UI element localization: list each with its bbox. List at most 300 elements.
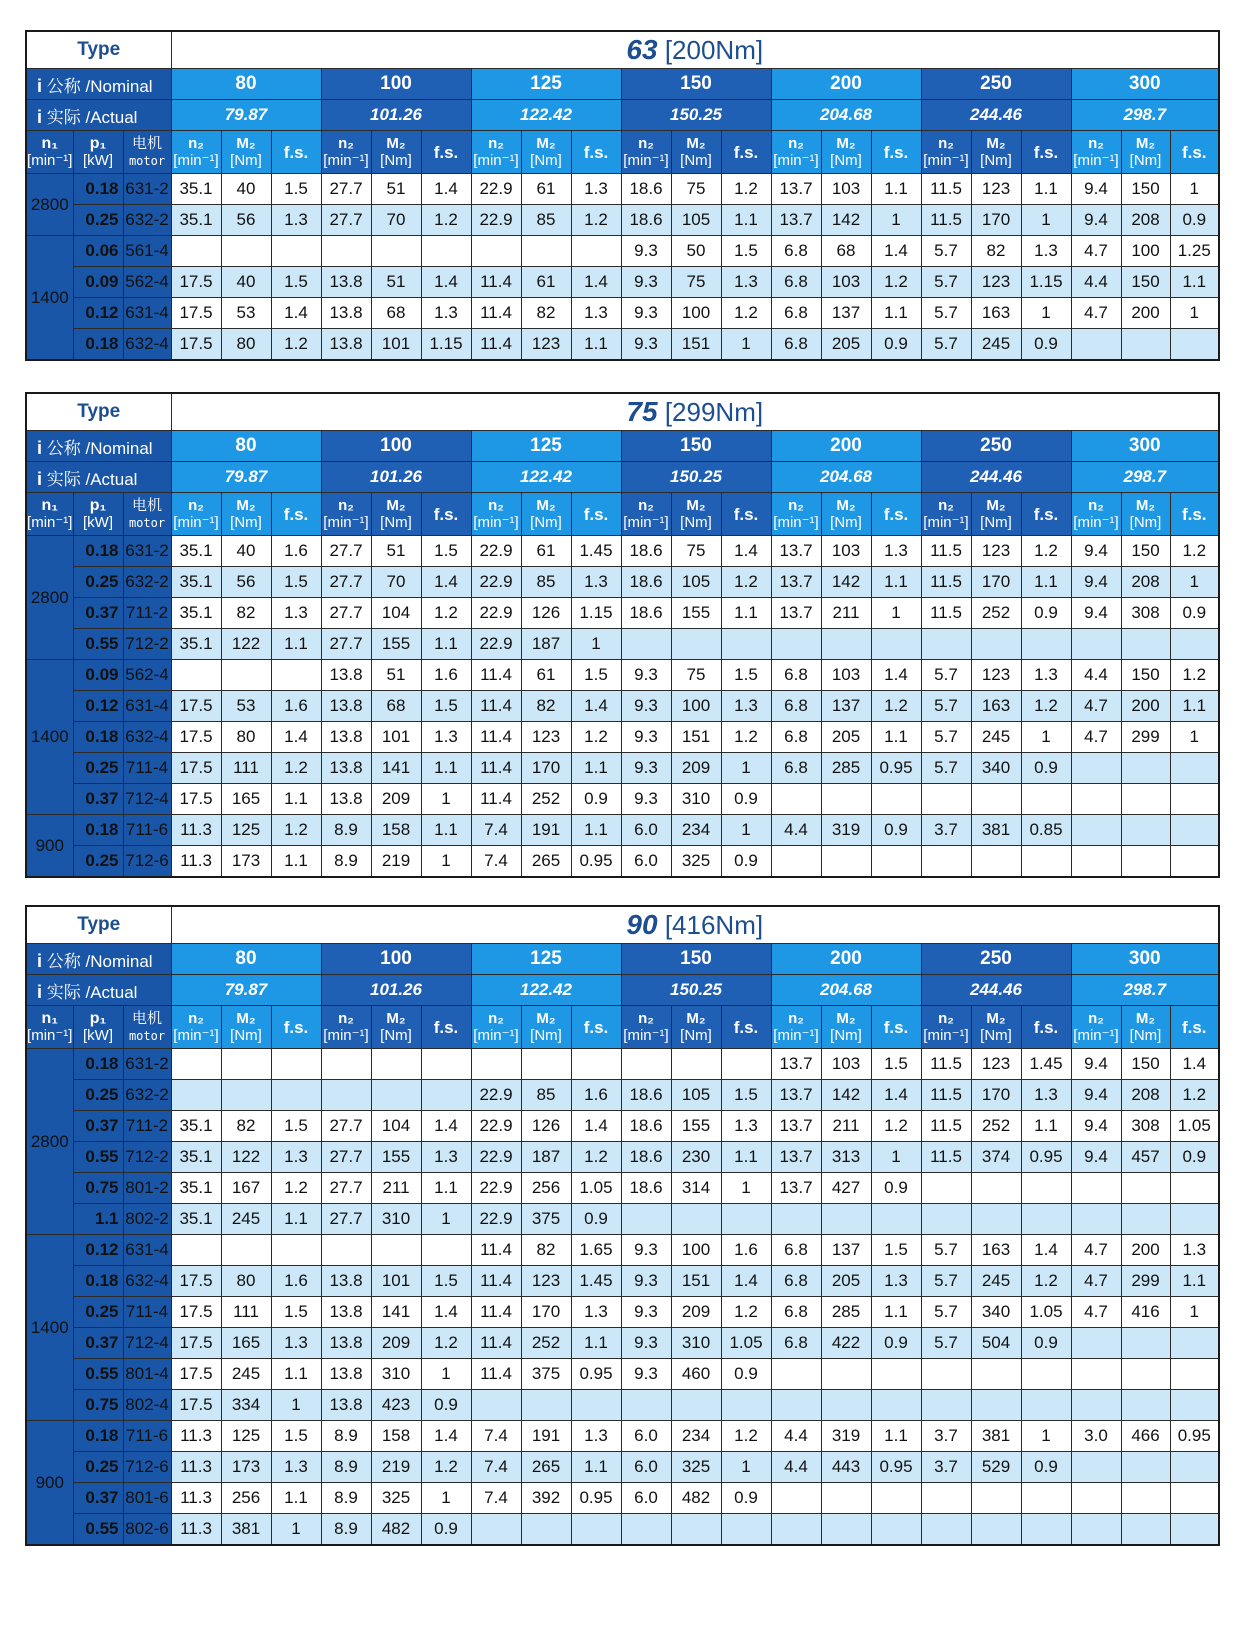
n2-value: 4.7	[1071, 1235, 1121, 1266]
m2-value: 208	[1121, 567, 1170, 598]
motor-code	[123, 753, 171, 784]
fs-value: 1.5	[271, 267, 321, 298]
n2-symbol: n₂	[938, 135, 954, 152]
n2-header	[321, 1006, 371, 1049]
nominal-ratio-value: 80	[235, 435, 257, 456]
fs-value	[871, 629, 921, 660]
n2-unit: [min⁻¹]	[473, 152, 519, 169]
fs-value: 1.1	[721, 1142, 771, 1173]
m2-value: 245	[971, 722, 1021, 753]
n2-value: 11.3	[171, 1514, 221, 1546]
m2-value: 50	[671, 236, 721, 267]
n2-value: 5.7	[921, 1297, 971, 1328]
n2-value: 11.5	[921, 205, 971, 236]
fs-value: 1.5	[271, 1297, 321, 1328]
m2-value: 85	[521, 205, 571, 236]
n2-value: 17.5	[171, 753, 221, 784]
fs-value: 1.3	[1021, 236, 1071, 267]
n2-value: 6.0	[621, 1483, 671, 1514]
n2-value	[1071, 329, 1121, 361]
nominal-ratio	[171, 944, 321, 975]
n2-value: 22.9	[471, 567, 521, 598]
m2-header	[1121, 1006, 1170, 1049]
table-row	[26, 722, 1219, 753]
n1-header	[26, 131, 73, 174]
n2-value: 18.6	[621, 205, 671, 236]
n2-value	[1071, 1483, 1121, 1514]
m2-value: 392	[521, 1483, 571, 1514]
m2-value	[1121, 1328, 1170, 1359]
n2-value: 17.5	[171, 329, 221, 361]
n2-value: 11.4	[471, 1297, 521, 1328]
motor-value: 632-2	[125, 572, 169, 591]
n2-header	[471, 131, 521, 174]
n1-value: 1400	[30, 287, 69, 307]
nominal-label	[26, 69, 171, 100]
i-symbol: i	[37, 950, 43, 971]
m2-value: 82	[221, 598, 271, 629]
fs-value	[1170, 846, 1219, 878]
fs-value: 1.3	[571, 1421, 621, 1452]
motor-value: 711-2	[125, 603, 169, 622]
fs-header	[1021, 493, 1071, 536]
m2-symbol: M₂	[1135, 135, 1156, 152]
n2-header	[171, 1006, 221, 1049]
nominal-ratio	[1071, 944, 1219, 975]
fs-value: 0.9	[1021, 1328, 1071, 1359]
n2-value: 13.7	[771, 1142, 821, 1173]
actual-ratio-value: 204.68	[820, 467, 872, 486]
motor-code	[123, 236, 171, 267]
n2-value: 6.8	[771, 1328, 821, 1359]
table-row	[26, 753, 1219, 784]
p1-power	[73, 567, 123, 598]
n2-value: 35.1	[171, 536, 221, 567]
n2-value: 13.7	[771, 536, 821, 567]
table-row	[26, 1111, 1219, 1142]
fs-value: 1.3	[721, 1111, 771, 1142]
m2-value	[971, 629, 1021, 660]
actual-ratio	[321, 462, 471, 493]
n2-value: 13.8	[321, 329, 371, 361]
nominal-ratio	[621, 69, 771, 100]
fs-value: 1.1	[421, 629, 471, 660]
actual-ratio	[321, 100, 471, 131]
m2-value: 325	[371, 1483, 421, 1514]
p1-value: 0.75	[85, 1178, 119, 1197]
motor-header	[123, 1006, 171, 1049]
n2-value: 11.4	[471, 784, 521, 815]
fs-value: 1.2	[1021, 1266, 1071, 1297]
n2-header	[171, 131, 221, 174]
n2-value: 18.6	[621, 1111, 671, 1142]
fs-value	[1021, 629, 1071, 660]
n2-value	[771, 784, 821, 815]
fs-value: 1.3	[421, 1142, 471, 1173]
p1-value: 0.37	[85, 603, 119, 622]
fs-symbol: f.s.	[733, 142, 759, 162]
n2-header	[1071, 131, 1121, 174]
nominal-ratio	[321, 431, 471, 462]
m2-value: 245	[221, 1359, 271, 1390]
p1-power	[73, 598, 123, 629]
n2-symbol: n₂	[938, 1010, 954, 1027]
m2-value: 375	[521, 1204, 571, 1235]
fs-value: 1.6	[271, 536, 321, 567]
m2-value: 75	[671, 174, 721, 205]
nominal-ratio	[321, 944, 471, 975]
n2-value: 8.9	[321, 846, 371, 878]
motor-value: 711-4	[125, 758, 169, 777]
fs-header	[271, 131, 321, 174]
fs-value: 0.9	[1170, 205, 1219, 236]
nominal-ratio	[771, 944, 921, 975]
n2-value	[621, 1390, 671, 1421]
n2-value: 6.8	[771, 660, 821, 691]
actual-ratio-value: 244.46	[970, 467, 1022, 486]
fs-value: 0.9	[1021, 329, 1071, 361]
fs-value: 0.9	[421, 1390, 471, 1421]
n1-speed	[26, 174, 73, 236]
n2-value: 9.3	[621, 1328, 671, 1359]
fs-value: 0.95	[571, 1483, 621, 1514]
m2-value	[1121, 815, 1170, 846]
fs-value: 1.3	[271, 1328, 321, 1359]
m2-value: 482	[671, 1483, 721, 1514]
fs-value	[721, 1204, 771, 1235]
p1-value: 0.25	[85, 1457, 119, 1476]
n2-value	[921, 1514, 971, 1546]
m2-value: 51	[371, 536, 421, 567]
m2-value: 101	[371, 1266, 421, 1297]
m2-value: 209	[371, 1328, 421, 1359]
n2-value: 22.9	[471, 598, 521, 629]
fs-value: 1.2	[871, 267, 921, 298]
m2-header	[971, 1006, 1021, 1049]
n2-symbol: n₂	[1088, 1010, 1104, 1027]
fs-value: 1.5	[421, 1266, 471, 1297]
n1-value: 2800	[30, 194, 69, 214]
p1-power	[73, 753, 123, 784]
p1-power	[73, 1390, 123, 1421]
actual-ratio	[621, 462, 771, 493]
motor-code	[123, 1142, 171, 1173]
nominal-ratio	[471, 944, 621, 975]
fs-value	[871, 1514, 921, 1546]
fs-value	[871, 1359, 921, 1390]
m2-value: 150	[1121, 267, 1170, 298]
n2-unit: [min⁻¹]	[473, 514, 519, 531]
m2-value: 381	[971, 1421, 1021, 1452]
fs-value: 1.1	[571, 1452, 621, 1483]
n2-value	[771, 1390, 821, 1421]
m2-value: 123	[521, 722, 571, 753]
table-row	[26, 629, 1219, 660]
m2-value	[671, 629, 721, 660]
n2-value: 22.9	[471, 536, 521, 567]
n2-value: 4.4	[771, 815, 821, 846]
fs-value: 1.15	[571, 598, 621, 629]
motor-code	[123, 298, 171, 329]
m2-value: 173	[221, 846, 271, 878]
motor-value: 631-2	[125, 179, 169, 198]
p1-symbol: p₁	[89, 135, 107, 152]
m2-symbol: M₂	[686, 135, 706, 152]
fs-header	[721, 131, 771, 174]
fs-value: 1.2	[871, 1111, 921, 1142]
fs-value: 1.3	[571, 1297, 621, 1328]
motor-code	[123, 846, 171, 878]
n2-value: 18.6	[621, 1142, 671, 1173]
nominal-en: /Nominal	[85, 438, 153, 458]
m2-symbol: M₂	[986, 497, 1006, 514]
nominal-ratio-value: 125	[530, 73, 562, 94]
fs-symbol: f.s.	[433, 1017, 459, 1037]
n2-value	[471, 1390, 521, 1421]
fs-value: 1	[1021, 722, 1071, 753]
fs-value: 1.3	[721, 267, 771, 298]
table-row	[26, 660, 1219, 691]
m2-value: 150	[1121, 1049, 1170, 1080]
m2-value: 150	[1121, 660, 1170, 691]
p1-power	[73, 1359, 123, 1390]
m2-value	[671, 1204, 721, 1235]
fs-value: 1	[1170, 722, 1219, 753]
fs-value: 1	[1021, 1421, 1071, 1452]
m2-value: 125	[221, 815, 271, 846]
fs-value: 1	[1170, 567, 1219, 598]
p1-value: 0.12	[85, 303, 119, 322]
m2-symbol: M₂	[236, 1010, 256, 1027]
fs-value: 1.1	[571, 1328, 621, 1359]
motor-code	[123, 1111, 171, 1142]
m2-value: 319	[821, 1421, 871, 1452]
m2-symbol: M₂	[686, 1010, 706, 1027]
fs-value: 1.4	[871, 1080, 921, 1111]
n2-value: 9.4	[1071, 598, 1121, 629]
fs-header	[421, 493, 471, 536]
m2-value	[521, 1390, 571, 1421]
fs-value: 1.3	[721, 691, 771, 722]
m2-value: 308	[1121, 598, 1170, 629]
n2-value	[771, 1359, 821, 1390]
n2-value: 13.7	[771, 598, 821, 629]
n2-value: 5.7	[921, 660, 971, 691]
n2-symbol: n₂	[788, 1010, 804, 1027]
n2-value: 6.8	[771, 722, 821, 753]
n2-value: 6.8	[771, 329, 821, 361]
fs-value	[871, 1483, 921, 1514]
fs-value: 1.1	[1021, 174, 1071, 205]
n2-value: 6.8	[771, 1297, 821, 1328]
m2-value	[521, 1049, 571, 1080]
n2-value: 3.7	[921, 1452, 971, 1483]
n2-value	[1071, 753, 1121, 784]
n2-value: 6.8	[771, 1235, 821, 1266]
m2-value: 82	[971, 236, 1021, 267]
fs-value: 1	[1170, 298, 1219, 329]
fs-value: 1.5	[871, 1235, 921, 1266]
m2-value: 68	[371, 298, 421, 329]
m2-unit: [Nm]	[530, 152, 562, 169]
m2-value	[671, 1514, 721, 1546]
motor-code	[123, 1359, 171, 1390]
m2-header	[221, 493, 271, 536]
n2-value	[171, 1235, 221, 1266]
n2-value: 18.6	[621, 174, 671, 205]
m2-value: 155	[671, 598, 721, 629]
actual-ratio	[921, 100, 1071, 131]
actual-ratio	[1071, 100, 1219, 131]
table-row	[26, 598, 1219, 629]
fs-value	[721, 1049, 771, 1080]
m2-value: 158	[371, 815, 421, 846]
m2-value	[821, 784, 871, 815]
actual-label	[26, 975, 171, 1006]
type-number: 63	[626, 34, 658, 65]
n2-value: 17.5	[171, 722, 221, 753]
motor-code	[123, 1266, 171, 1297]
n2-value	[1071, 1204, 1121, 1235]
m2-value: 252	[971, 598, 1021, 629]
fs-value: 1	[271, 1390, 321, 1421]
n1-unit: [min⁻¹]	[27, 514, 73, 531]
n2-value: 4.7	[1071, 1266, 1121, 1297]
m2-value: 123	[971, 174, 1021, 205]
m2-value: 126	[521, 598, 571, 629]
fs-value	[421, 1080, 471, 1111]
nominal-ratio	[1071, 431, 1219, 462]
motor-value: 801-2	[125, 1178, 169, 1197]
m2-value: 142	[821, 567, 871, 598]
n2-value	[621, 1204, 671, 1235]
p1-value: 0.37	[85, 1488, 119, 1507]
m2-value: 61	[521, 660, 571, 691]
n2-value: 9.3	[621, 1359, 671, 1390]
n2-value: 7.4	[471, 1483, 521, 1514]
table-row	[26, 567, 1219, 598]
p1-power	[73, 1173, 123, 1204]
m2-value: 200	[1121, 298, 1170, 329]
n2-symbol: n₂	[488, 135, 504, 152]
m2-symbol: M₂	[386, 1010, 406, 1027]
m2-value: 219	[371, 1452, 421, 1483]
fs-value: 1.5	[271, 1421, 321, 1452]
gear-table-90	[25, 905, 1220, 1546]
fs-value: 1.1	[1021, 567, 1071, 598]
type-number: 75	[626, 396, 658, 427]
fs-value: 1.4	[571, 691, 621, 722]
m2-value: 101	[371, 722, 421, 753]
n2-value: 27.7	[321, 1204, 371, 1235]
n2-value: 22.9	[471, 205, 521, 236]
n2-value: 18.6	[621, 567, 671, 598]
fs-value	[571, 1514, 621, 1546]
p1-value: 0.12	[85, 696, 119, 715]
fs-value: 1.2	[721, 1421, 771, 1452]
n2-value: 11.5	[921, 1080, 971, 1111]
p1-power	[73, 1111, 123, 1142]
m2-value: 103	[821, 174, 871, 205]
fs-value: 1	[871, 598, 921, 629]
fs-value: 1.65	[571, 1235, 621, 1266]
m2-value: 308	[1121, 1111, 1170, 1142]
actual-ratio-row	[26, 100, 1219, 131]
p1-value: 1.1	[94, 1209, 119, 1228]
fs-value: 0.9	[1021, 1452, 1071, 1483]
fs-value: 1.2	[421, 1452, 471, 1483]
fs-value: 1.1	[1170, 691, 1219, 722]
n2-value: 11.4	[471, 1359, 521, 1390]
n2-value	[321, 1080, 371, 1111]
fs-value: 1.4	[421, 1297, 471, 1328]
fs-symbol: f.s.	[283, 1017, 309, 1037]
motor-value: 801-4	[125, 1364, 169, 1383]
fs-value: 1	[421, 1359, 471, 1390]
n2-value: 7.4	[471, 815, 521, 846]
m2-value: 340	[971, 753, 1021, 784]
n2-value: 8.9	[321, 815, 371, 846]
n2-symbol: n₂	[338, 135, 354, 152]
nominal-ratio-value: 250	[980, 435, 1012, 456]
n2-value: 9.3	[621, 1297, 671, 1328]
n2-symbol: n₂	[788, 497, 804, 514]
fs-value	[1170, 784, 1219, 815]
n2-value: 35.1	[171, 1142, 221, 1173]
p1-power	[73, 846, 123, 878]
m2-value: 100	[671, 298, 721, 329]
type-number: 90	[626, 909, 658, 940]
m2-value: 126	[521, 1111, 571, 1142]
p1-power	[73, 1452, 123, 1483]
p1-power	[73, 660, 123, 691]
n2-value: 7.4	[471, 1421, 521, 1452]
m2-value: 137	[821, 691, 871, 722]
m2-value: 170	[971, 205, 1021, 236]
n2-value: 11.4	[471, 1266, 521, 1297]
m2-value: 245	[221, 1204, 271, 1235]
m2-header	[671, 1006, 721, 1049]
m2-value: 123	[521, 1266, 571, 1297]
fs-value: 1.5	[721, 1080, 771, 1111]
fs-symbol: f.s.	[1033, 504, 1059, 524]
m2-value: 163	[971, 298, 1021, 329]
fs-value: 1.2	[271, 753, 321, 784]
actual-label	[26, 100, 171, 131]
fs-value: 1	[1021, 205, 1071, 236]
fs-header	[721, 493, 771, 536]
fs-value	[721, 1390, 771, 1421]
m2-value: 80	[221, 1266, 271, 1297]
n2-value: 13.7	[771, 205, 821, 236]
fs-value	[571, 236, 621, 267]
actual-ratio-value: 150.25	[670, 980, 722, 999]
m2-value: 68	[821, 236, 871, 267]
fs-value: 1.4	[421, 1421, 471, 1452]
fs-symbol: f.s.	[1181, 142, 1207, 162]
p1-power	[73, 1514, 123, 1546]
motor-code	[123, 267, 171, 298]
m2-value: 75	[671, 660, 721, 691]
motor-value: 802-4	[125, 1395, 169, 1414]
motor-value: 631-4	[125, 696, 169, 715]
n2-value	[471, 236, 521, 267]
fs-value: 0.95	[1021, 1142, 1071, 1173]
n2-unit: [min⁻¹]	[623, 152, 669, 169]
m2-value	[1121, 1359, 1170, 1390]
n2-value: 17.5	[171, 1297, 221, 1328]
fs-value: 0.85	[1021, 815, 1071, 846]
